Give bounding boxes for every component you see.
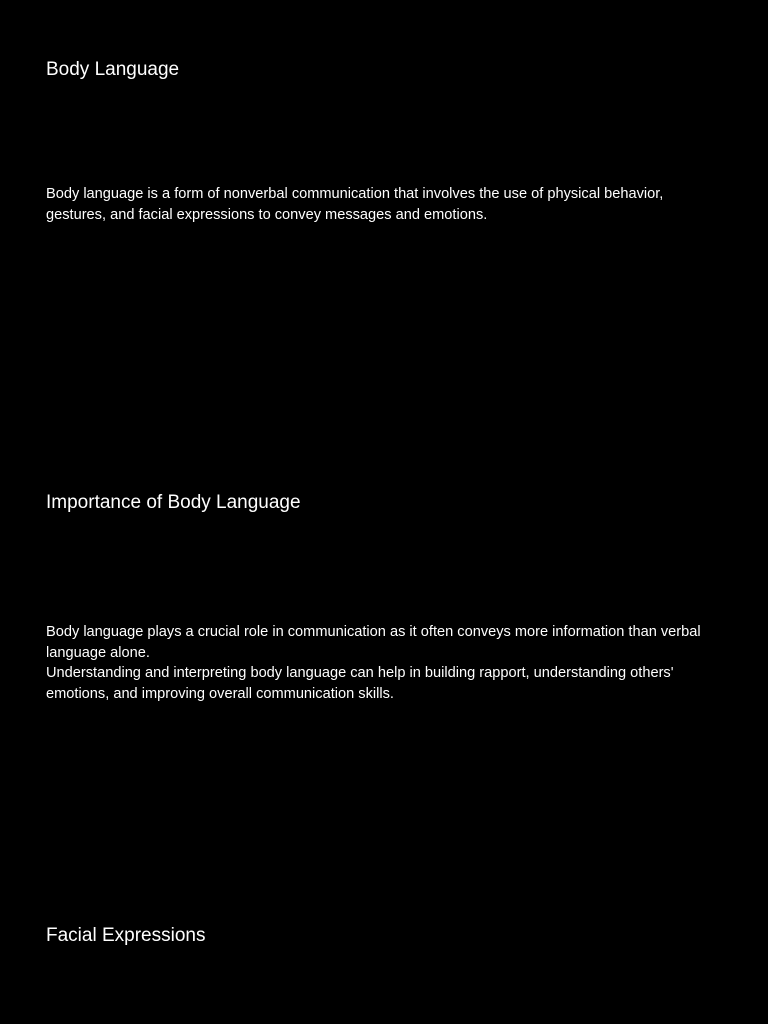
- paragraph: Body language plays a crucial role in communication as it often conveys more information than verbal language alone.: [46, 624, 701, 661]
- section-heading-body-language: Body Language: [46, 59, 180, 80]
- paragraph: Body language is a form of nonverbal communication that involves the use of physical behavior, gestures, and facial expressions to convey messages and emotions.: [46, 186, 664, 223]
- section-heading-facial-expressions: Facial Expressions: [46, 925, 206, 946]
- section-body-importance: [46, 622, 726, 704]
- section-heading-importance: Importance of Body Language: [46, 492, 301, 513]
- section-body-body-language: [46, 184, 726, 225]
- paragraph: Understanding and interpreting body language can help in building rapport, understanding others' emotions, and improving overall communication skills.: [46, 665, 674, 702]
